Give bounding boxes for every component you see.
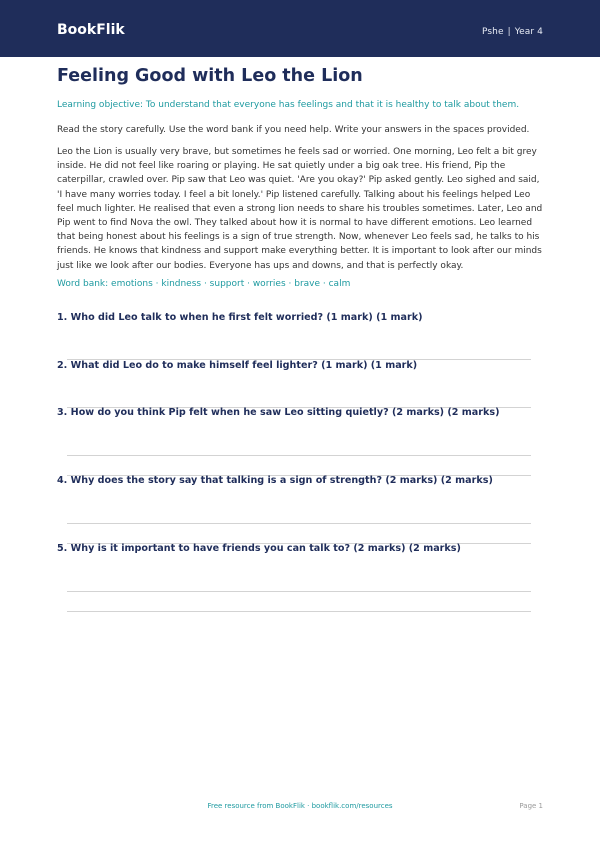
answer-line-4a[interactable] [67, 523, 531, 524]
answer-line-3a[interactable] [67, 455, 531, 456]
question-3: 3. How do you think Pip felt when he saw Leo sitting quietly? (2 marks) (2 marks) [57, 407, 500, 418]
question-5: 5. Why is it important to have friends you can talk to? (2 marks) (2 marks) [57, 543, 461, 554]
answer-line-5b[interactable] [67, 611, 531, 612]
question-2: 2. What did Leo do to make himself feel lighter? (1 mark) (1 mark) [57, 360, 418, 371]
header-meta [482, 27, 543, 37]
learning-objective: Learning objective: To understand that everyone has feelings and that it is healthy to talk about them. [57, 100, 520, 110]
brand-logo[interactable]: BookFlik [57, 22, 125, 38]
meta-separator: | [507, 27, 511, 37]
story-text: Leo the Lion is usually very brave, but sometimes he feels sad or worried. One morning, Leo felt a bit grey inside. He did not feel like roaring or playing. He sat quietly under a big oak tree. His friend, Pip the caterpillar, crawled over. Pip saw that Leo was quiet. 'Are you okay?' Pip asked gently. Leo sighed and said, 'I have many worries today. I feel a bit lonely.' Pip listened carefully. Talking about his feelings helped Leo feel much lighter. He realised that even a strong lion needs to share his troubles sometimes. Later, Leo and Pip went to find Nova the owl. They talked about how it is normal to have different emotions. Leo learned that being honest about his feelings is a sign of true strength. Now, whenever Leo feels sad, he talks to his friends. He knows that kindness and support make everything better. It is important to look after our minds just like we look after our bodies. Everyone has ups and downs, and that is perfectly okay. [57, 147, 543, 271]
year-label: Year 4 [514, 27, 543, 37]
page-number: Page 1 [519, 802, 543, 810]
footer-link[interactable]: Free resource from BookFlik · bookflik.com/resources [207, 802, 393, 810]
instructions: Read the story carefully. Use the word bank if you need help. Write your answers in the spaces provided. [57, 125, 530, 135]
subject-label: Pshe [482, 27, 504, 37]
question-1: 1. Who did Leo talk to when he first felt worried? (1 mark) (1 mark) [57, 312, 423, 323]
question-4: 4. Why does the story say that talking is a sign of strength? (2 marks) (2 marks) [57, 475, 493, 486]
header-bar [0, 0, 600, 57]
answer-line-5a[interactable] [67, 591, 531, 592]
word-bank: Word bank: emotions · kindness · support · worries · brave · calm [57, 279, 351, 289]
page-title: Feeling Good with Leo the Lion [57, 66, 363, 86]
